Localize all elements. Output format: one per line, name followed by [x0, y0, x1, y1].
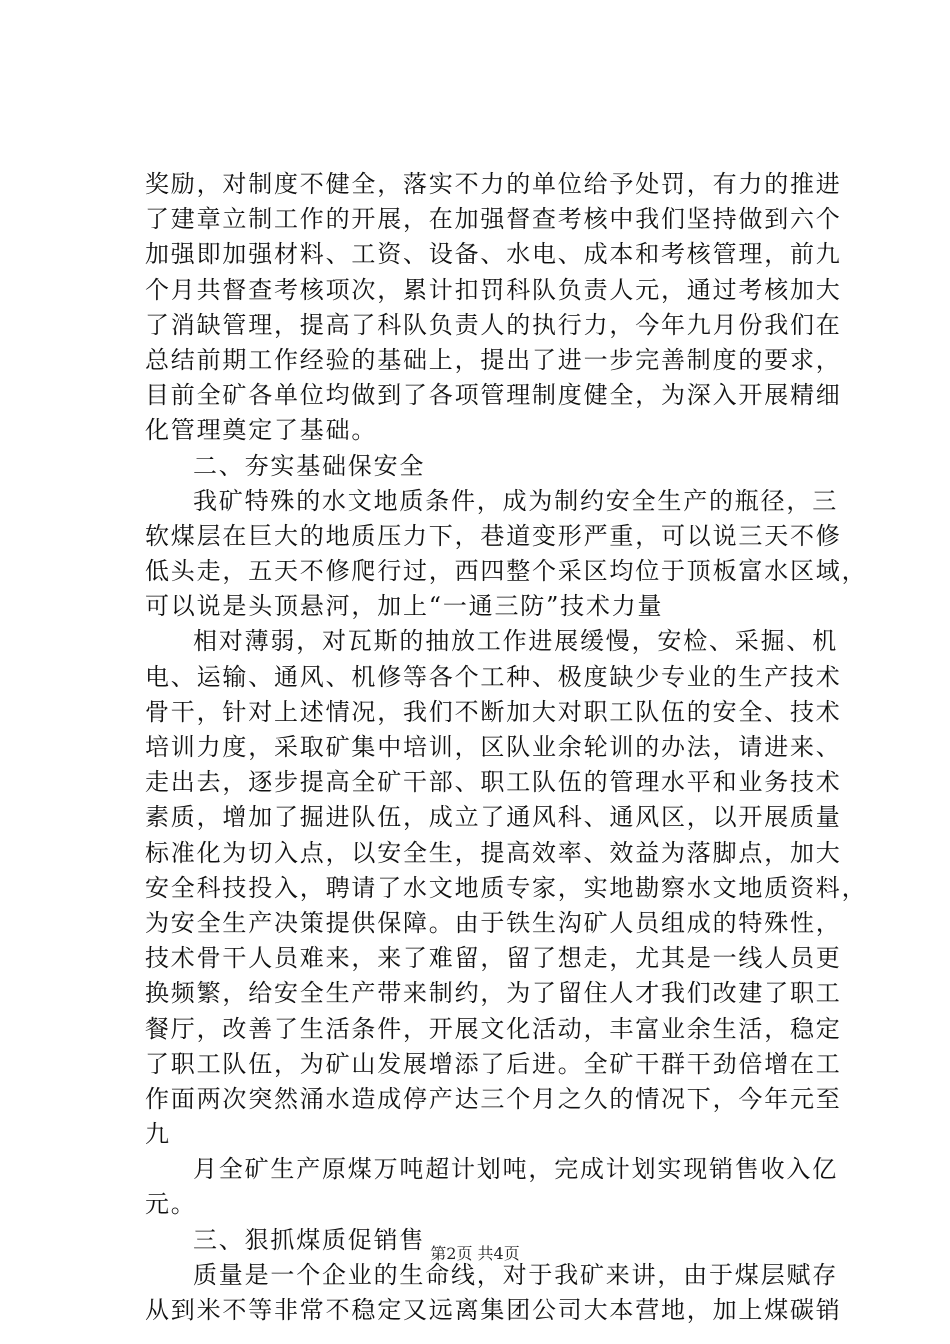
document-body [145, 167, 868, 1328]
text-line: 相对薄弱，对瓦斯的抽放工作进展缓慢，安检、采掘、机 [193, 627, 838, 656]
text-line: 安全科技投入，聘请了水文地质专家，实地勘察水文地质资料， [145, 873, 868, 902]
text-line: 从到米不等非常不稳定又远离集团公司大本营地，加上煤碳销 [145, 1296, 842, 1324]
text-line: 骨干，针对上述情况，我们不断加大对职工队伍的安全、技术 [145, 697, 842, 726]
text-line: 软煤层在巨大的地质压力下，巷道变形严重，可以说三天不修 [145, 521, 842, 550]
text-line: 为安全生产决策提供保障。由于铁生沟矿人员组成的特殊性， [145, 908, 842, 937]
section-heading: 三、狠抓煤质促销售 [193, 1225, 426, 1254]
text-line: 低头走，五天不修爬行过，西四整个采区均位于顶板富水区域， [145, 557, 868, 586]
text-line: 标准化为切入点，以安全生，提高效率、效益为落脚点，加大 [145, 838, 842, 867]
page-footer: 第2页 共4页 [430, 1244, 520, 1263]
text-line: 技术骨干人员难来，来了难留，留了想走，尤其是一线人员更 [145, 944, 842, 973]
text-line: 了消缺管理，提高了科队负责人的执行力，今年九月份我们在 [145, 310, 842, 339]
text-line: 作面两次突然涌水造成停产达三个月之久的情况下，今年元至 [145, 1084, 842, 1113]
text-line: 化管理奠定了基础。 [145, 416, 378, 445]
text-line: 素质，增加了掘进队伍，成立了通风科、通风区，以开展质量 [145, 803, 842, 832]
text-line: 电、运输、通风、机修等各个工种、极度缺少专业的生产技术 [145, 662, 842, 691]
text-line: 月全矿生产原煤万吨超计划吨，完成计划实现销售收入亿 [193, 1155, 838, 1184]
text-line: 可以说是头顶悬河，加上“一通三防”技术力量 [145, 592, 664, 621]
text-line: 培训力度，采取矿集中培训，区队业余轮训的办法，请进来、 [145, 733, 842, 761]
text-line: 九 [145, 1120, 171, 1149]
text-line: 元。 [145, 1190, 197, 1219]
text-line: 换频繁，给安全生产带来制约，为了留住人才我们改建了职工 [145, 979, 842, 1008]
text-line: 质量是一个企业的生命线，对于我矿来讲，由于煤层赋存 [193, 1260, 838, 1289]
text-line: 了职工队伍，为矿山发展增添了后进。全矿干群干劲倍增在工 [145, 1049, 842, 1078]
text-line: 餐厅，改善了生活条件，开展文化活动，丰富业余生活，稳定 [145, 1014, 842, 1043]
text-line: 目前全矿各单位均做到了各项管理制度健全，为深入开展精细 [145, 381, 842, 410]
text-line: 走出去，逐步提高全矿干部、职工队伍的管理水平和业务技术 [145, 768, 842, 797]
text-line: 加强即加强材料、工资、设备、水电、成本和考核管理，前九 [145, 240, 842, 269]
section-heading: 二、夯实基础保安全 [193, 451, 426, 480]
text-line: 我矿特殊的水文地质条件，成为制约安全生产的瓶径，三 [193, 486, 838, 515]
text-line: 总结前期工作经验的基础上，提出了进一步完善制度的要求， [145, 345, 842, 374]
text-line: 奖励，对制度不健全，落实不力的单位给予处罚，有力的推进 [145, 170, 842, 198]
text-line: 了建章立制工作的开展，在加强督查考核中我们坚持做到六个 [145, 205, 842, 234]
text-line: 个月共督查考核项次，累计扣罚科队负责人元，通过考核加大 [145, 275, 842, 304]
